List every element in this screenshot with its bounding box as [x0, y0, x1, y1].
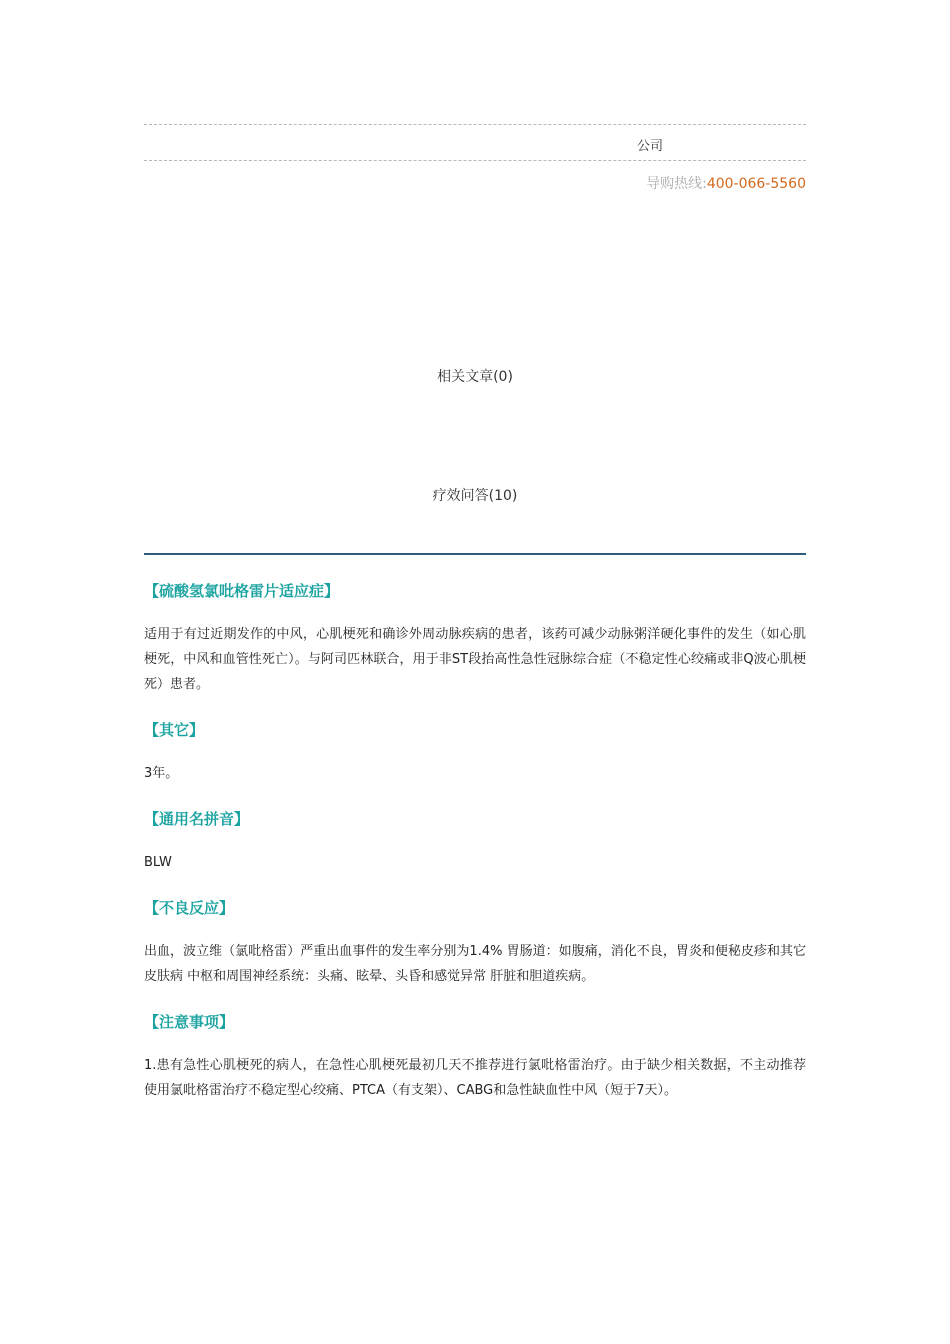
related-articles-link[interactable]: 相关文章(0) [437, 369, 513, 385]
section-heading: 【通用名拼音】 [144, 810, 250, 828]
section-other [144, 717, 806, 786]
bottom-dashed-divider [144, 160, 806, 161]
article-content [144, 578, 806, 1123]
hotline [646, 173, 806, 193]
section-pinyin [144, 806, 806, 875]
section-body: 出血，波立维（氯吡格雷）严重出血事件的发生率分别为1.4% 胃肠道：如腹痛，消化不良，胃炎和便秘皮疹和其它皮肤病 中枢和周围神经系统：头痛、眩晕、头昏和感觉异常 肝脏和胆道疾病。 [144, 944, 806, 984]
section-body: 1.患有急性心肌梗死的病人，在急性心肌梗死最初几天不推荐进行氯吡格雷治疗。由于缺少相关数据，不主动推荐使用氯吡格雷治疗不稳定型心绞痛、PTCA（有支架）、CABG和急性缺血性中风（短于7天）。 [144, 1058, 806, 1098]
hotline-number[interactable]: 400-066-5560 [706, 176, 806, 192]
section-body: BLW [144, 855, 172, 870]
section-divider [144, 553, 806, 555]
section-precautions [144, 1009, 806, 1103]
section-heading: 【注意事项】 [144, 1013, 235, 1031]
company-label: 公司 [637, 139, 664, 154]
section-heading: 【其它】 [144, 721, 205, 739]
hotline-label: 导购热线: [646, 176, 707, 192]
section-adverse-reactions [144, 895, 806, 989]
top-dashed-divider [144, 124, 806, 125]
section-heading: 【不良反应】 [144, 899, 235, 917]
section-heading: 【硫酸氢氯吡格雷片适应症】 [144, 582, 340, 600]
section-body: 适用于有过近期发作的中风，心肌梗死和确诊外周动脉疾病的患者，该药可减少动脉粥洋硬化事件的发生（如心肌梗死，中风和血管性死亡）。与阿司匹林联合，用于非ST段抬高性急性冠脉综合症（不稳定性心绞痛或非Q波心肌梗死）患者。 [144, 627, 806, 692]
section-indications [144, 578, 806, 697]
efficacy-qa-link[interactable]: 疗效问答(10) [432, 488, 518, 504]
section-body: 3年。 [144, 766, 179, 781]
